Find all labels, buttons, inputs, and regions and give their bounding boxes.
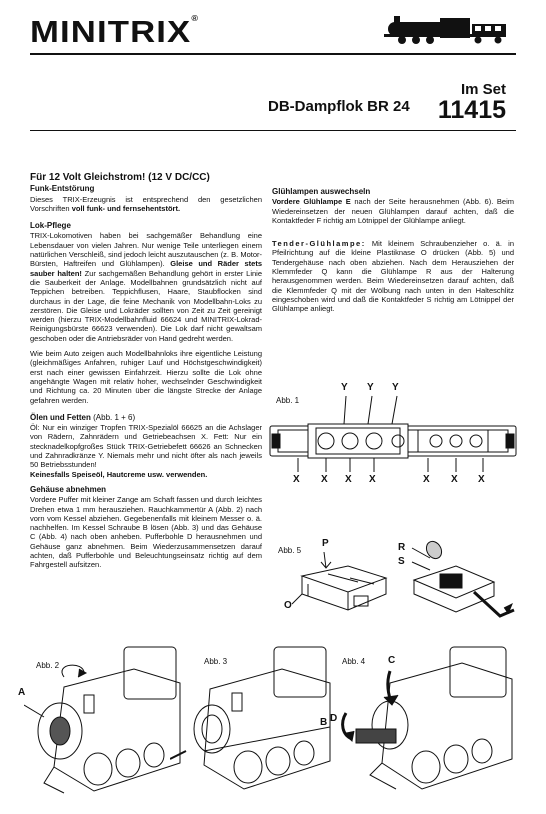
interference-heading: Funk-Entstörung [30,184,95,194]
figure-6 [398,536,520,628]
bulb-heading: Glühlampen auswechseln [272,187,371,196]
label-x-7: X [478,474,485,485]
label-o: O [284,600,292,611]
tender-drawing [288,548,392,618]
label-x-6: X [451,474,458,485]
oiling-paragraph: Öl: Nur ein winziger Tropfen TRIX-Spezialöl 66625 an die Achslager von Rädern, Zahnrädern und Getriebeachsen X. Fett: Nur ein stecknadelkopfgroßes Stück TRIX-Getriebefett 66626 an Schnecken und Zahnradkränze Y. Niemals mehr und nicht öfter als nach jeweils 50 Betriebsstunden! Keinesfalls Speiseöl, Hautcreme usw. verwenden. [30,423,262,479]
figure-3 [170,643,346,811]
chassis-drawing [268,394,518,476]
figure-1-label: Abb. 1 [276,396,300,405]
tender-bulb-paragraph: Tender-Glühlampe: Mit kleinem Schraubenzieher o. ä. in Pfeilrichtung auf die kleine Plastiknase O drücken (Abb. 5) und Tendergehäuse nach oben abziehen. Nach dem Herausziehen der Klemmfeder Q kann die Glühlampe R aus der Halterung herausgenommen werden. Beim Wiedereinsetzen darauf achten, daß die Klemmfeder Q mit der Wölbung nach unten in den Halteschlitz eingeschoben wird und daß die Kontaktfeder S richtig am Lötnippel der Glühlampe anliegt. [272,239,514,314]
set-label: Im Set [460,81,506,98]
locomotive-front-drawing [24,643,188,811]
label-r: R [398,542,406,553]
label-b: B [320,717,328,728]
figure-5-label: Abb. 5 [278,546,302,555]
right-column [272,187,514,320]
voltage-title: Für 12 Volt Gleichstrom! (12 V DC/CC) [30,172,210,183]
label-a: A [18,687,26,698]
label-x-5: X [423,474,430,485]
figure-3-label: Abb. 3 [204,657,228,666]
label-c: C [388,655,396,666]
brand-name: MINITRIX [30,14,192,49]
care-heading: Lok-Pflege [30,221,71,231]
label-y-3: Y [392,382,399,393]
model-title: DB-Dampflok BR 24 [268,98,410,115]
label-y-1: Y [341,382,348,393]
label-y-2: Y [367,382,374,393]
brand-logo [30,14,199,50]
locomotive-housing-drawing [326,643,522,811]
label-s: S [398,556,405,567]
locomotive-logo-icon [380,12,510,46]
figure-5 [278,538,396,622]
registered-mark: ® [191,14,200,23]
left-column [30,173,262,576]
figure-4-label: Abb. 4 [342,657,366,666]
label-x-1: X [293,474,300,485]
label-x-2: X [321,474,328,485]
oiling-heading: Ölen und Fetten (Abb. 1 + 6) [30,412,136,422]
housing-paragraph: Vordere Puffer mit kleiner Zange am Schaft fassen und durch leichtes Drehen etwa 1 mm herausziehen. Rauchkammertür A (Abb. 2) nach vorn vom Kessel abziehen. Gegebenenfalls mit kleinem Messer o. ä. nachhelfen. Im Kessel Schraube B lösen (Abb. 3) und das Gehäuse C (Abb. 4) nach oben anheben. Pufferbohle D herausnehmen und Gehäuse ganz abnehmen. Beim Wiederzusammensetzen darauf achten, daß Pufferbohle und Beleuchtungseinsatz richtig auf dem Fahrgestell aufsitzen. [30,495,262,570]
title-rule [30,130,516,131]
label-d: D [330,713,338,724]
lamp-holder-drawing [404,536,520,628]
housing-heading: Gehäuse abnehmen [30,484,107,494]
interference-paragraph: Dieses TRIX-Erzeugnis ist entsprechend den gesetzlichen Vorschriften voll funk- und fernsehentstört. [30,194,262,213]
bulb-paragraph: Vordere Glühlampe E nach der Seite herausnehmen (Abb. 6). Beim Wiedereinsetzen der neuen Glühlampen darauf achten, daß die Kontaktfeder F richtig am Lötnippel der Glühlampe anliegt. [272,197,514,225]
label-x-4: X [369,474,376,485]
figure-2 [14,643,188,811]
figure-1 [268,380,518,492]
locomotive-screw-drawing [170,643,346,811]
header-rule [30,53,516,55]
figure-4 [326,643,522,811]
set-number: 11415 [437,96,506,124]
figure-2-label: Abb. 2 [36,661,60,670]
label-x-3: X [345,474,352,485]
break-in-paragraph: Wie beim Auto zeigen auch Modellbahnloks ihre eigentliche Leistung (gleichmäßiges Anfahren, ruhiger Lauf und Höchstgeschwindigkeit) erst nach einer gewissen Einfahrzeit. Hierzu sollte die Lok ohne angehängte Wagen mit relativ hoher, wechselnder Geschwindigkeit und Richtung ca. 20 Minuten über die längste Strecke der Anlage gefahren werden. [30,349,262,405]
care-paragraph: TRIX-Lokomotiven haben bei sachgemäßer Behandlung eine Lebensdauer von vielen Jahren. Nur wenige Teile unterliegen einem natürlichen Verschleiß, sind jedoch leicht auszutauschen (z. B. Motor-Bürsten, Haftreifen und Glühlampen). Gleise und Räder stets sauber halten! Zur sachgemäßen Behandlung gehört in erster Linie die Sauberkeit der Anlage. Modellbahnen grundsätzlich nicht auf Teppichen betreiben. Teppichflusen, Haare, Staubflocken sind durchaus in der Lage, die feine Mechanik von Modellbahn-Loks zu zerstören. Die Gleise und Lokräder sollten von Zeit zu Zeit gereinigt werden (hierzu TRIX-Modellbahnfluid 66624 und MINITRIX-Lokrad-Reinigungsbürste 66623 verwenden). Die Lok darf nicht gewaltsam geschoben oder die Antriebsräder von Hand gedreht werden. [30,231,262,343]
label-p: P [322,538,329,549]
